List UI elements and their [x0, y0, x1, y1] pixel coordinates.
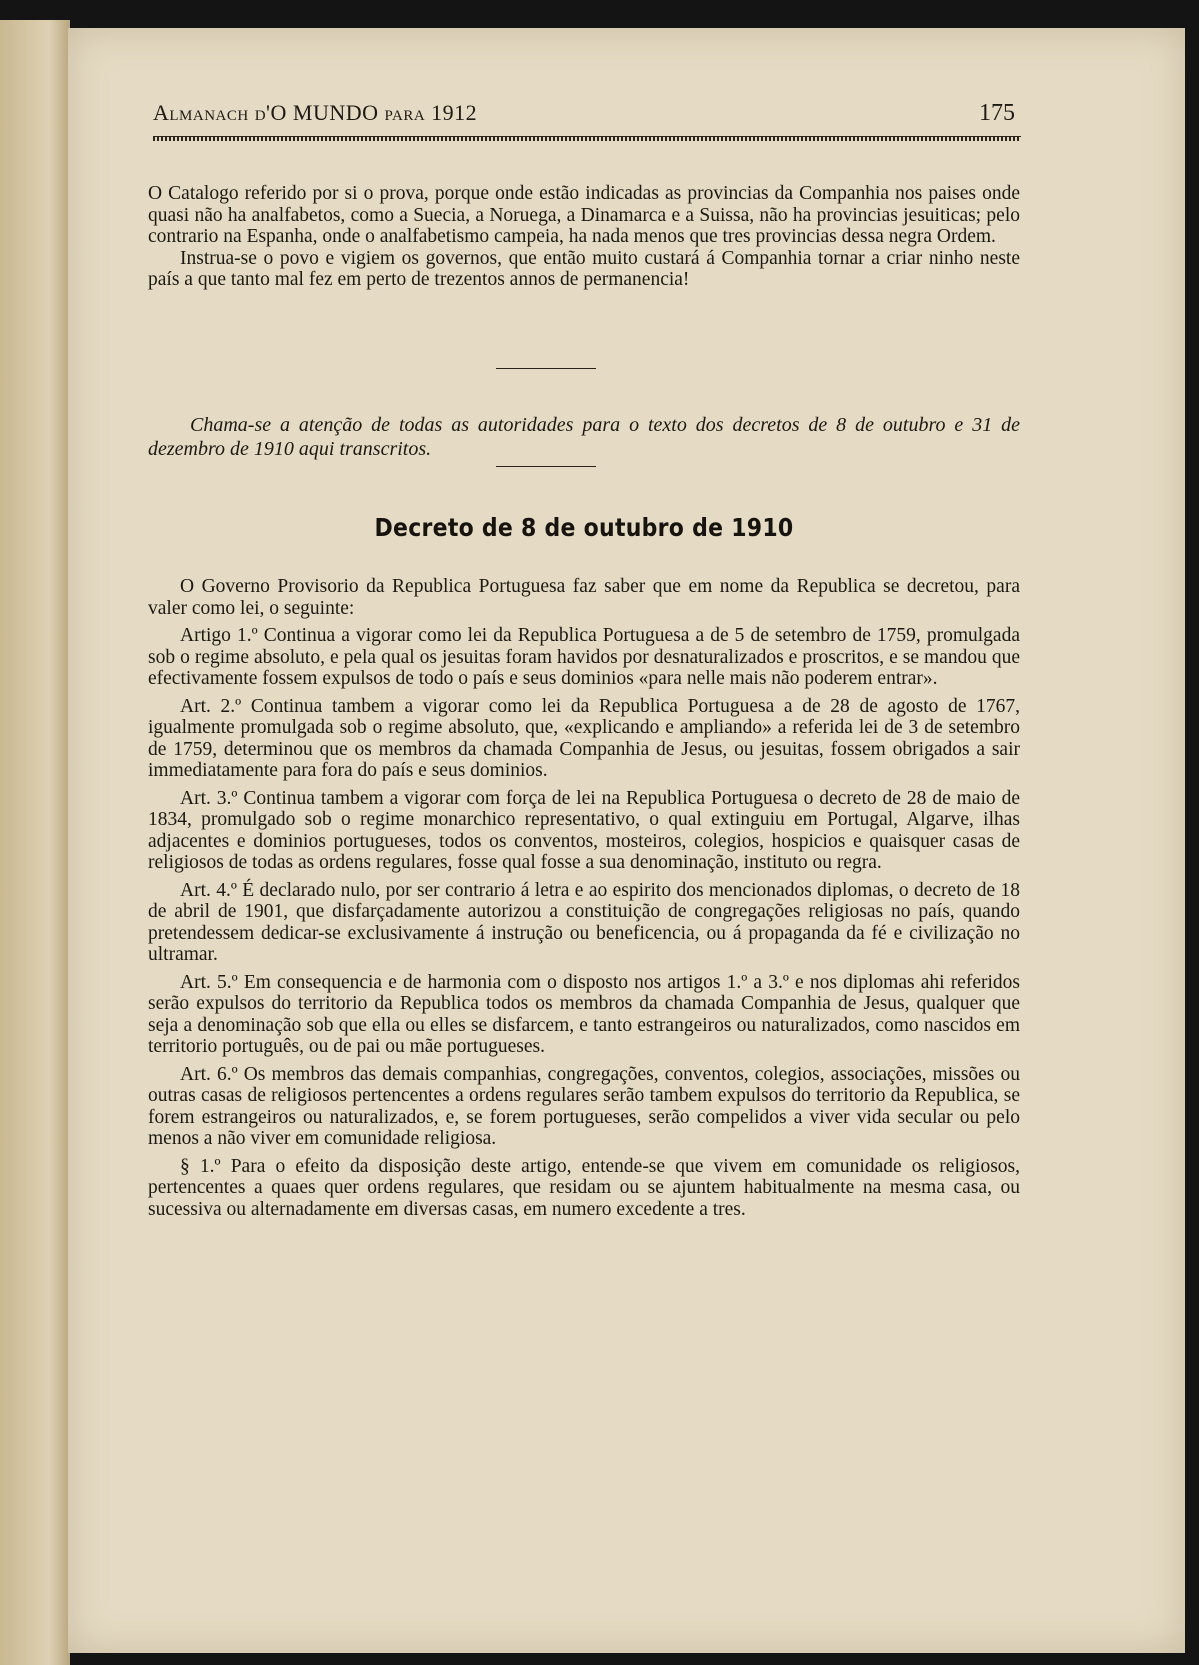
decree-article: Art. 3.º Continua tambem a vigorar com força de lei na Republica Portuguesa o decreto de 28 de maio de 1834, promulgado sob o regime monarchico representativo, o qual extinguiu em Portugal, Algarve, ilhas adjacentes e dominios portugueses, todos os conventos, mosteiros, colegios, hospicios e quaisquer casas de religiosos de todas as ordens regulares, fosse qual fosse a sua denominação, instituto ou regra.: [148, 787, 1020, 873]
section-divider: [496, 466, 596, 467]
editorial-note: [148, 413, 1020, 461]
decree-article: Art. 2.º Continua tambem a vigorar como lei da Republica Portuguesa a de 28 de agosto de 1767, igualmente promulgada sob o regime absoluto, que, «explicando e ampliando» a referida lei de 3 de setembro de 1759, determinou que os membros da chamada Companhia de Jesus, ou jesuitas, fossem obrigados a sair immediatamente para fora do país e seus dominios.: [148, 695, 1020, 781]
decree-article: Art. 6.º Os membros das demais companhias, congregações, conventos, colegios, associações, missões ou outras casas de religiosos pertencentes a ordens regulares serão tambem expulsos do territorio da Republica, se forem estrangeiros ou naturalizados, e, se forem portugueses, serão compelidos a viver vida secular ou pelo menos a não viver em comunidade religiosa.: [148, 1063, 1020, 1149]
running-title: Almanach d'O MUNDO para 1912: [153, 100, 478, 125]
previous-page-edge: [0, 20, 70, 1665]
decree-text: [148, 576, 1020, 1226]
header-rule: [153, 136, 1021, 141]
section-divider: [496, 368, 596, 369]
note-paragraph: Chama-se a atenção de todas as autoridades para o texto dos decretos de 8 de outubro e 31 de dezembro de 1910 aqui transcritos.: [148, 414, 1020, 460]
decree-article: Art. 5.º Em consequencia e de harmonia com o disposto nos artigos 1.º a 3.º e nos diplomas ahi referidos serão expulsos do territorio da Republica todos os membros da chamada Companhia de Jesus, qualquer que seja a denominação sob que ella ou elles se disfarcem, e tanto estrangeiros ou naturalizados, como nascidos em territorio português, ou de pai ou mãe portugueses.: [148, 971, 1020, 1057]
intro-text: [148, 183, 1020, 291]
decree-article: Artigo 1.º Continua a vigorar como lei da Republica Portuguesa a de 5 de setembro de 1759, promulgada sob o regime absoluto, e pela qual os jesuitas foram havidos por desnaturalizados e proscritos, e se mandou que efectivamente fossem expulsos de todo o país e seus dominios «para nelle mais não poderem entrar».: [148, 625, 1020, 689]
intro-paragraph: O Catalogo referido por si o prova, porque onde estão indicadas as provincias da Companhia nos paises onde quasi não ha analfabetos, como a Suecia, a Noruega, a Dinamarca e a Suissa, não ha provincias jesuiticas; pelo contrario na Espanha, onde o analfabetismo campeia, ha nada menos que tres provincias dessa negra Ordem.: [148, 183, 1020, 247]
decree-paragraph: O Governo Provisorio da Republica Portuguesa faz saber que em nome da Republica se decretou, para valer como lei, o seguinte:: [148, 576, 1020, 619]
decree-title: Decreto de 8 de outubro de 1910: [374, 513, 794, 542]
running-head: [153, 100, 1015, 127]
page-number: 175: [979, 100, 1015, 126]
decree-article: § 1.º Para o efeito da disposição deste artigo, entende-se que vivem em comunidade os religiosos, pertencentes a quaes quer ordens regulares, que residam ou se ajuntem habitualmente na mesma casa, ou sucessiva ou alternadamente em diversas casas, em numero excedente a tres.: [148, 1155, 1020, 1220]
book-page: [68, 28, 1185, 1653]
decree-article: Art. 4.º É declarado nulo, por ser contrario á letra e ao espirito dos mencionados diplomas, o decreto de 18 de abril de 1901, que disfarçadamente autorizou a constituição de congregações religiosas no país, quando pretendessem dedicar-se exclusivamente á instrução ou beneficencia, ou á propaganda da fé e civilização no ultramar.: [148, 879, 1020, 965]
intro-paragraph: Instrua-se o povo e vigiem os governos, que então muito custará á Companhia tornar a criar ninho neste país a que tanto mal fez em perto de trezentos annos de permanencia!: [148, 247, 1020, 290]
